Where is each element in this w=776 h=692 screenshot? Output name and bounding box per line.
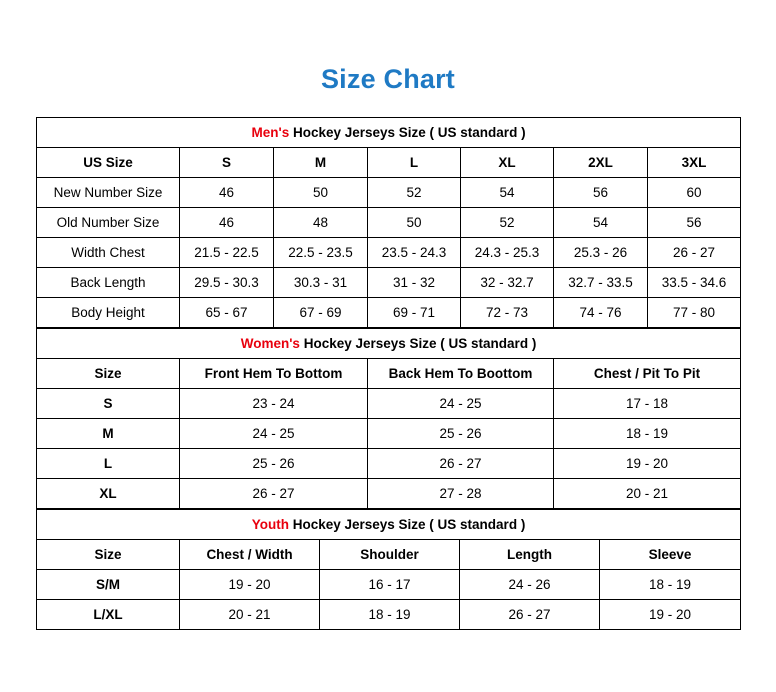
womens-cell: 24 - 25: [180, 419, 368, 449]
mens-cell: 67 - 69: [274, 298, 368, 328]
mens-cell: 24.3 - 25.3: [461, 238, 554, 268]
table-row: [37, 268, 741, 298]
mens-cell: 46: [180, 208, 274, 238]
womens-row-label: L: [37, 449, 180, 479]
mens-cell: 52: [461, 208, 554, 238]
mens-header-cell: 2XL: [554, 148, 648, 178]
table-header-row: [37, 359, 741, 389]
womens-banner-highlight: Women's: [240, 336, 300, 351]
womens-header-cell: Front Hem To Bottom: [180, 359, 368, 389]
page-title: Size Chart: [320, 64, 456, 94]
mens-header-cell: XL: [461, 148, 554, 178]
womens-banner: [37, 329, 741, 359]
mens-cell: 31 - 32: [368, 268, 461, 298]
mens-banner-rest: Hockey Jerseys Size ( US standard ): [289, 125, 526, 140]
mens-cell: 52: [368, 178, 461, 208]
youth-cell: 18 - 19: [600, 570, 741, 600]
mens-banner-highlight: Men's: [251, 125, 290, 140]
youth-banner-highlight: Youth: [251, 517, 289, 532]
womens-cell: 26 - 27: [368, 449, 554, 479]
youth-cell: 19 - 20: [180, 570, 320, 600]
mens-row-label: Body Height: [37, 298, 180, 328]
mens-row-label: Width Chest: [37, 238, 180, 268]
mens-cell: 72 - 73: [461, 298, 554, 328]
mens-cell: 32 - 32.7: [461, 268, 554, 298]
mens-cell: 54: [554, 208, 648, 238]
mens-header-cell: US Size: [37, 148, 180, 178]
mens-cell: 54: [461, 178, 554, 208]
womens-cell: 17 - 18: [554, 389, 741, 419]
youth-header-cell: Length: [460, 540, 600, 570]
table-row: [37, 298, 741, 328]
table-row: [37, 419, 741, 449]
womens-size-table: [36, 328, 741, 509]
youth-cell: 16 - 17: [320, 570, 460, 600]
mens-cell: 25.3 - 26: [554, 238, 648, 268]
youth-row-label: S/M: [37, 570, 180, 600]
table-row: [37, 208, 741, 238]
mens-cell: 50: [274, 178, 368, 208]
mens-cell: 46: [180, 178, 274, 208]
mens-row-label: Old Number Size: [37, 208, 180, 238]
mens-header-cell: M: [274, 148, 368, 178]
womens-cell: 24 - 25: [368, 389, 554, 419]
table-row: [37, 238, 741, 268]
youth-banner: [37, 510, 741, 540]
youth-size-table: [36, 509, 741, 630]
table-row: [37, 389, 741, 419]
womens-header-cell: Back Hem To Boottom: [368, 359, 554, 389]
mens-cell: 29.5 - 30.3: [180, 268, 274, 298]
womens-header-cell: Size: [37, 359, 180, 389]
womens-row-label: XL: [37, 479, 180, 509]
mens-cell: 60: [648, 178, 741, 208]
mens-cell: 69 - 71: [368, 298, 461, 328]
mens-cell: 77 - 80: [648, 298, 741, 328]
mens-cell: 48: [274, 208, 368, 238]
youth-cell: 24 - 26: [460, 570, 600, 600]
mens-cell: 74 - 76: [554, 298, 648, 328]
table-banner-row: [37, 329, 741, 359]
mens-cell: 30.3 - 31: [274, 268, 368, 298]
womens-cell: 25 - 26: [180, 449, 368, 479]
womens-row-label: M: [37, 419, 180, 449]
youth-cell: 20 - 21: [180, 600, 320, 630]
mens-header-cell: S: [180, 148, 274, 178]
mens-row-label: Back Length: [37, 268, 180, 298]
mens-cell: 33.5 - 34.6: [648, 268, 741, 298]
mens-cell: 65 - 67: [180, 298, 274, 328]
mens-size-table: [36, 117, 741, 328]
youth-banner-rest: Hockey Jerseys Size ( US standard ): [288, 517, 526, 532]
table-row: [37, 449, 741, 479]
womens-cell: 18 - 19: [554, 419, 741, 449]
table-row: [37, 479, 741, 509]
mens-row-label: New Number Size: [37, 178, 180, 208]
womens-cell: 26 - 27: [180, 479, 368, 509]
youth-header-cell: Chest / Width: [180, 540, 320, 570]
table-row: [37, 600, 741, 630]
womens-header-cell: Chest / Pit To Pit: [554, 359, 741, 389]
mens-cell: 23.5 - 24.3: [368, 238, 461, 268]
mens-cell: 56: [648, 208, 741, 238]
youth-header-cell: Sleeve: [600, 540, 741, 570]
mens-banner: [37, 118, 741, 148]
table-row: [37, 178, 741, 208]
mens-header-cell: L: [368, 148, 461, 178]
mens-cell: 22.5 - 23.5: [274, 238, 368, 268]
womens-cell: 20 - 21: [554, 479, 741, 509]
youth-cell: 26 - 27: [460, 600, 600, 630]
mens-cell: 56: [554, 178, 648, 208]
youth-header-cell: Size: [37, 540, 180, 570]
womens-cell: 27 - 28: [368, 479, 554, 509]
womens-row-label: S: [37, 389, 180, 419]
youth-cell: 19 - 20: [600, 600, 741, 630]
youth-row-label: L/XL: [37, 600, 180, 630]
table-row: [37, 570, 741, 600]
table-header-row: [37, 148, 741, 178]
mens-cell: 32.7 - 33.5: [554, 268, 648, 298]
womens-cell: 19 - 20: [554, 449, 741, 479]
mens-cell: 26 - 27: [648, 238, 741, 268]
mens-header-cell: 3XL: [648, 148, 741, 178]
table-header-row: [37, 540, 741, 570]
womens-cell: 23 - 24: [180, 389, 368, 419]
womens-cell: 25 - 26: [368, 419, 554, 449]
size-tables-container: [36, 117, 740, 630]
mens-cell: 21.5 - 22.5: [180, 238, 274, 268]
youth-cell: 18 - 19: [320, 600, 460, 630]
mens-cell: 50: [368, 208, 461, 238]
youth-header-cell: Shoulder: [320, 540, 460, 570]
table-banner-row: [37, 510, 741, 540]
womens-banner-rest: Hockey Jerseys Size ( US standard ): [299, 336, 537, 351]
table-banner-row: [37, 118, 741, 148]
